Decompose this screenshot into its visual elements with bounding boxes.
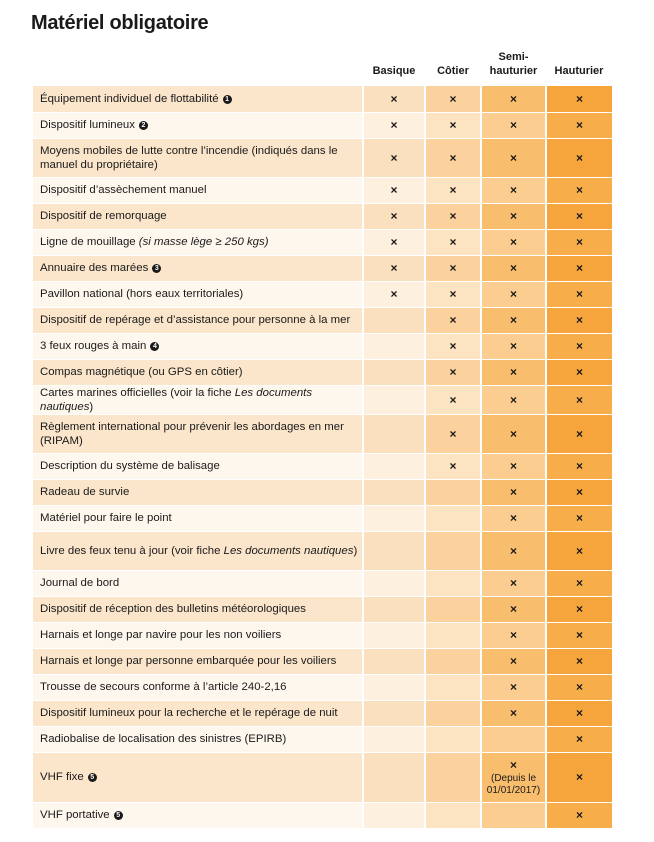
equipment-label-text: Harnais et longe par personne embarquée pour les voiliers xyxy=(40,655,337,667)
requirement-cell xyxy=(546,505,612,531)
required-mark: × xyxy=(509,235,517,249)
table-row xyxy=(33,333,612,359)
equipment-label xyxy=(33,229,363,255)
table-row xyxy=(33,112,612,138)
required-mark: × xyxy=(509,602,517,616)
equipment-label-text: Règlement international pour prévenir les abordages en mer (RIPAM) xyxy=(40,420,344,447)
equipment-label-text: Dispositif de remorquage xyxy=(40,210,167,222)
requirement-cell xyxy=(425,752,481,802)
requirement-cell xyxy=(546,648,612,674)
table-row xyxy=(33,414,612,453)
required-mark: × xyxy=(449,392,457,407)
table-row xyxy=(33,700,612,726)
equipment-label xyxy=(33,726,363,752)
requirement-cell xyxy=(546,203,612,229)
requirement-cell xyxy=(425,385,481,414)
equipment-label-text: Les documents nautiques xyxy=(223,544,354,557)
requirement-cell xyxy=(546,359,612,385)
equipment-label-text: Dispositif d’assèchement manuel xyxy=(40,184,207,196)
column-header-semi-hauturier: Semi- hauturier xyxy=(489,51,538,77)
required-mark: × xyxy=(575,511,583,525)
requirement-cell xyxy=(363,333,425,359)
equipment-label-text: Cartes marines officielles (voir la fiche xyxy=(40,386,235,399)
required-mark: × xyxy=(575,732,583,746)
requirement-cell xyxy=(546,674,612,700)
requirement-cell xyxy=(363,177,425,203)
equipment-label-text: Dispositif de repérage et d’assistance pour personne à la mer xyxy=(40,314,351,326)
equipment-label xyxy=(33,138,363,177)
table-row xyxy=(33,726,612,752)
required-mark: × xyxy=(575,459,583,473)
footnote-number-badge: 4 xyxy=(150,342,159,351)
requirement-cell xyxy=(363,505,425,531)
requirement-cell xyxy=(546,479,612,505)
required-mark: × xyxy=(390,91,398,106)
required-mark: × xyxy=(575,365,583,379)
required-mark: × xyxy=(509,118,517,132)
required-mark: × xyxy=(575,118,583,132)
equipment-label-text: Dispositif de réception des bulletins météorologiques xyxy=(40,603,306,615)
requirement-cell xyxy=(481,648,546,674)
required-mark: × xyxy=(509,365,517,379)
required-mark: × xyxy=(575,808,583,822)
table-row xyxy=(33,86,612,112)
required-mark: × xyxy=(449,118,457,132)
equipment-label-text: Ligne de mouillage xyxy=(40,236,139,248)
equipment-label-text: Livre des feux tenu à jour (voir fiche xyxy=(40,544,224,557)
requirement-cell xyxy=(481,622,546,648)
requirement-cell xyxy=(363,726,425,752)
required-mark: × xyxy=(575,680,583,694)
equipment-table xyxy=(33,46,612,829)
requirement-cell xyxy=(363,596,425,622)
requirement-cell xyxy=(425,281,481,307)
equipment-label-text: 3 feux rouges à main xyxy=(40,340,147,352)
requirement-cell xyxy=(363,203,425,229)
equipment-column-header xyxy=(33,46,363,86)
requirement-cell xyxy=(546,622,612,648)
requirement-cell xyxy=(425,596,481,622)
requirement-cell xyxy=(363,479,425,505)
equipment-label xyxy=(33,307,363,333)
required-mark: × xyxy=(449,91,457,106)
requirement-cell xyxy=(425,453,481,479)
required-mark: × xyxy=(575,770,583,784)
column-header-basique: Basique xyxy=(372,65,416,77)
equipment-label xyxy=(33,479,363,505)
required-mark: × xyxy=(509,91,517,106)
required-mark: × xyxy=(509,576,517,590)
equipment-label xyxy=(33,596,363,622)
table-row xyxy=(33,674,612,700)
table-header-row xyxy=(33,46,612,86)
required-mark: × xyxy=(449,150,457,165)
requirement-cell xyxy=(546,802,612,828)
requirement-cell xyxy=(546,255,612,281)
equipment-label-text: VHF portative xyxy=(40,809,110,821)
equipment-label-text: Trousse de secours conforme à l’article 240-2,16 xyxy=(40,681,287,693)
requirement-cell xyxy=(481,596,546,622)
requirement-cell xyxy=(481,414,546,453)
requirement-cell xyxy=(363,622,425,648)
requirement-cell xyxy=(363,570,425,596)
required-mark: × xyxy=(575,339,583,353)
requirement-cell xyxy=(481,700,546,726)
requirement-cell xyxy=(425,255,481,281)
required-mark: × xyxy=(509,426,517,441)
required-mark: × xyxy=(509,209,517,223)
equipment-label-text: Harnais et longe par navire pour les non voiliers xyxy=(40,629,282,641)
footnote-number-badge: 2 xyxy=(139,121,148,130)
required-mark: × xyxy=(509,392,517,407)
requirement-cell xyxy=(363,453,425,479)
equipment-label xyxy=(33,648,363,674)
table-row xyxy=(33,505,612,531)
table-row xyxy=(33,648,612,674)
requirement-cell xyxy=(481,255,546,281)
requirement-cell xyxy=(363,531,425,570)
table-row xyxy=(33,138,612,177)
equipment-label xyxy=(33,112,363,138)
equipment-label-text: Radiobalise de localisation des sinistres (EPIRB) xyxy=(40,733,287,745)
required-mark: × xyxy=(575,628,583,642)
required-mark: × xyxy=(575,426,583,441)
requirement-cell xyxy=(546,333,612,359)
required-mark: × xyxy=(509,654,517,668)
requirement-cell xyxy=(546,307,612,333)
requirement-cell xyxy=(363,281,425,307)
required-mark: × xyxy=(390,183,398,197)
requirement-cell xyxy=(546,138,612,177)
required-mark: × xyxy=(575,654,583,668)
table-row xyxy=(33,479,612,505)
requirement-cell xyxy=(546,752,612,802)
required-mark: × xyxy=(509,287,517,301)
equipment-label xyxy=(33,453,363,479)
requirement-cell xyxy=(425,479,481,505)
requirement-cell xyxy=(481,674,546,700)
requirement-cell xyxy=(363,674,425,700)
requirement-cell xyxy=(425,112,481,138)
requirement-cell xyxy=(363,359,425,385)
footnote-number-badge: 5 xyxy=(114,811,123,820)
column-header-cotier: Côtier xyxy=(437,65,469,77)
required-mark: × xyxy=(509,680,517,694)
requirement-cell xyxy=(481,531,546,570)
requirement-cell xyxy=(546,570,612,596)
equipment-label xyxy=(33,752,363,802)
requirement-cell xyxy=(481,385,546,414)
required-mark: × xyxy=(575,543,583,558)
required-mark: × xyxy=(575,183,583,197)
required-mark: × xyxy=(449,426,457,441)
required-mark: × xyxy=(509,183,517,197)
table-row xyxy=(33,802,612,828)
equipment-label-text: Équipement individuel de flottabilité xyxy=(40,92,219,105)
equipment-label xyxy=(33,177,363,203)
equipment-label xyxy=(33,802,363,828)
table-row xyxy=(33,453,612,479)
requirement-cell xyxy=(481,505,546,531)
equipment-label xyxy=(33,505,363,531)
equipment-label xyxy=(33,281,363,307)
requirement-cell xyxy=(425,333,481,359)
requirement-cell xyxy=(546,112,612,138)
column-header-hauturier: Hauturier xyxy=(554,65,604,77)
requirement-cell xyxy=(546,281,612,307)
requirement-cell xyxy=(425,802,481,828)
requirement-cell xyxy=(481,726,546,752)
required-mark: × xyxy=(575,91,583,106)
requirement-cell xyxy=(481,752,546,802)
requirement-cell xyxy=(363,112,425,138)
required-mark: × xyxy=(449,459,457,473)
required-mark: × xyxy=(449,183,457,197)
equipment-label-text: ) xyxy=(353,544,358,557)
required-mark: × xyxy=(509,511,517,525)
requirement-cell xyxy=(481,177,546,203)
required-mark: × xyxy=(509,628,517,642)
equipment-label-text: VHF fixe xyxy=(40,771,84,783)
requirement-cell xyxy=(363,752,425,802)
table-row xyxy=(33,255,612,281)
requirement-cell xyxy=(363,385,425,414)
equipment-label xyxy=(33,570,363,596)
equipment-label xyxy=(33,531,363,570)
requirement-cell xyxy=(425,622,481,648)
equipment-label-text: (si masse lège ≥ 250 kgs) xyxy=(138,236,269,248)
required-mark: × xyxy=(390,235,398,249)
equipment-label xyxy=(33,333,363,359)
mark-condition-note: (Depuis le 01/01/2017) xyxy=(486,772,541,796)
required-mark: × xyxy=(575,313,583,327)
required-mark: × xyxy=(449,365,457,379)
requirement-cell xyxy=(425,531,481,570)
equipment-label-text: ) xyxy=(89,400,94,413)
equipment-label xyxy=(33,203,363,229)
required-mark: × xyxy=(509,485,517,499)
required-mark: × xyxy=(509,261,517,275)
requirement-cell xyxy=(425,177,481,203)
requirement-cell xyxy=(481,479,546,505)
equipment-label-text: Pavillon national (hors eaux territoriales) xyxy=(40,288,244,300)
required-mark: × xyxy=(509,313,517,327)
required-mark: × xyxy=(390,287,398,301)
required-mark: × xyxy=(390,209,398,223)
requirement-cell xyxy=(481,307,546,333)
requirement-cell xyxy=(481,570,546,596)
required-mark: × xyxy=(575,602,583,616)
requirement-cell xyxy=(363,255,425,281)
equipment-label-text: Compas magnétique (ou GPS en côtier) xyxy=(40,366,243,378)
required-mark: × xyxy=(390,118,398,132)
required-mark: × xyxy=(575,485,583,499)
required-mark: × xyxy=(575,576,583,590)
footnote-number-badge: 3 xyxy=(152,264,161,273)
requirement-cell xyxy=(546,414,612,453)
equipment-label xyxy=(33,359,363,385)
table-row xyxy=(33,596,612,622)
required-mark: × xyxy=(449,339,457,353)
table-row xyxy=(33,622,612,648)
footnote-number-badge: 1 xyxy=(223,95,232,104)
required-mark: × xyxy=(575,261,583,275)
page-title: Matériel obligatoire xyxy=(31,12,209,34)
required-mark: × xyxy=(509,543,517,558)
table-row xyxy=(33,752,612,802)
requirement-cell xyxy=(425,726,481,752)
equipment-label xyxy=(33,674,363,700)
requirement-cell xyxy=(363,802,425,828)
requirement-cell xyxy=(546,700,612,726)
table-row xyxy=(33,570,612,596)
required-mark: × xyxy=(575,235,583,249)
requirement-cell xyxy=(425,700,481,726)
equipment-label-text: Description du système de balisage xyxy=(40,460,220,472)
required-mark: × xyxy=(509,339,517,353)
requirement-cell xyxy=(363,700,425,726)
requirement-cell xyxy=(546,86,612,112)
required-mark: × xyxy=(509,150,517,165)
requirement-cell xyxy=(363,414,425,453)
requirement-cell xyxy=(481,333,546,359)
requirement-cell xyxy=(425,674,481,700)
table-body xyxy=(33,86,612,828)
equipment-label xyxy=(33,255,363,281)
required-mark: × xyxy=(575,392,583,407)
requirement-cell xyxy=(425,570,481,596)
requirement-cell xyxy=(481,86,546,112)
table-row xyxy=(33,229,612,255)
equipment-label-text: Annuaire des marées xyxy=(40,262,149,274)
required-mark: × xyxy=(575,287,583,301)
requirement-cell xyxy=(481,229,546,255)
requirement-cell xyxy=(546,726,612,752)
equipment-label-text: Matériel pour faire le point xyxy=(40,512,172,524)
requirement-cell xyxy=(546,531,612,570)
equipment-label xyxy=(33,86,363,112)
requirement-cell xyxy=(363,138,425,177)
required-mark: × xyxy=(449,287,457,301)
required-mark: × xyxy=(509,706,517,720)
required-mark: × xyxy=(449,313,457,327)
equipment-label-text: Journal de bord xyxy=(40,577,120,589)
table-row xyxy=(33,385,612,414)
required-mark: × xyxy=(449,209,457,223)
table-row xyxy=(33,531,612,570)
equipment-label-text: Dispositif lumineux pour la recherche et le repérage de nuit xyxy=(40,707,338,719)
requirement-cell xyxy=(425,648,481,674)
requirement-cell xyxy=(481,359,546,385)
requirement-cell xyxy=(425,229,481,255)
required-mark: × xyxy=(390,261,398,275)
requirement-cell xyxy=(425,203,481,229)
required-mark: × xyxy=(509,757,517,772)
requirement-cell xyxy=(546,385,612,414)
equipment-label-text: Dispositif lumineux xyxy=(40,119,135,131)
required-mark: × xyxy=(575,209,583,223)
requirement-cell xyxy=(425,505,481,531)
requirement-cell xyxy=(481,112,546,138)
requirement-cell xyxy=(481,453,546,479)
table-row xyxy=(33,359,612,385)
requirement-cell xyxy=(425,138,481,177)
requirement-cell xyxy=(546,453,612,479)
required-mark: × xyxy=(449,235,457,249)
requirement-cell xyxy=(481,203,546,229)
requirement-cell xyxy=(363,229,425,255)
equipment-label xyxy=(33,385,363,414)
table-row xyxy=(33,177,612,203)
requirement-cell xyxy=(481,281,546,307)
requirement-cell xyxy=(546,177,612,203)
equipment-label-text: Les documents nautiques xyxy=(40,386,313,413)
requirement-cell xyxy=(481,138,546,177)
table-row xyxy=(33,281,612,307)
footnote-number-badge: 5 xyxy=(88,773,97,782)
equipment-label xyxy=(33,700,363,726)
requirement-cell xyxy=(425,414,481,453)
requirement-cell xyxy=(363,307,425,333)
equipment-label xyxy=(33,622,363,648)
required-mark: × xyxy=(575,150,583,165)
table-row xyxy=(33,307,612,333)
requirement-cell xyxy=(546,229,612,255)
equipment-label xyxy=(33,414,363,453)
table-row xyxy=(33,203,612,229)
equipment-label-text: Moyens mobiles de lutte contre l’incendie (indiqués dans le manuel du propriétaire) xyxy=(40,144,338,171)
required-mark: × xyxy=(575,706,583,720)
required-mark: × xyxy=(390,150,398,165)
requirement-cell xyxy=(425,307,481,333)
requirement-cell xyxy=(363,86,425,112)
requirement-cell xyxy=(481,802,546,828)
requirement-cell xyxy=(546,596,612,622)
required-mark: × xyxy=(449,261,457,275)
required-mark: × xyxy=(509,459,517,473)
requirement-cell xyxy=(425,359,481,385)
equipment-label-text: Radeau de survie xyxy=(40,486,130,498)
requirement-cell xyxy=(363,648,425,674)
requirement-cell xyxy=(425,86,481,112)
